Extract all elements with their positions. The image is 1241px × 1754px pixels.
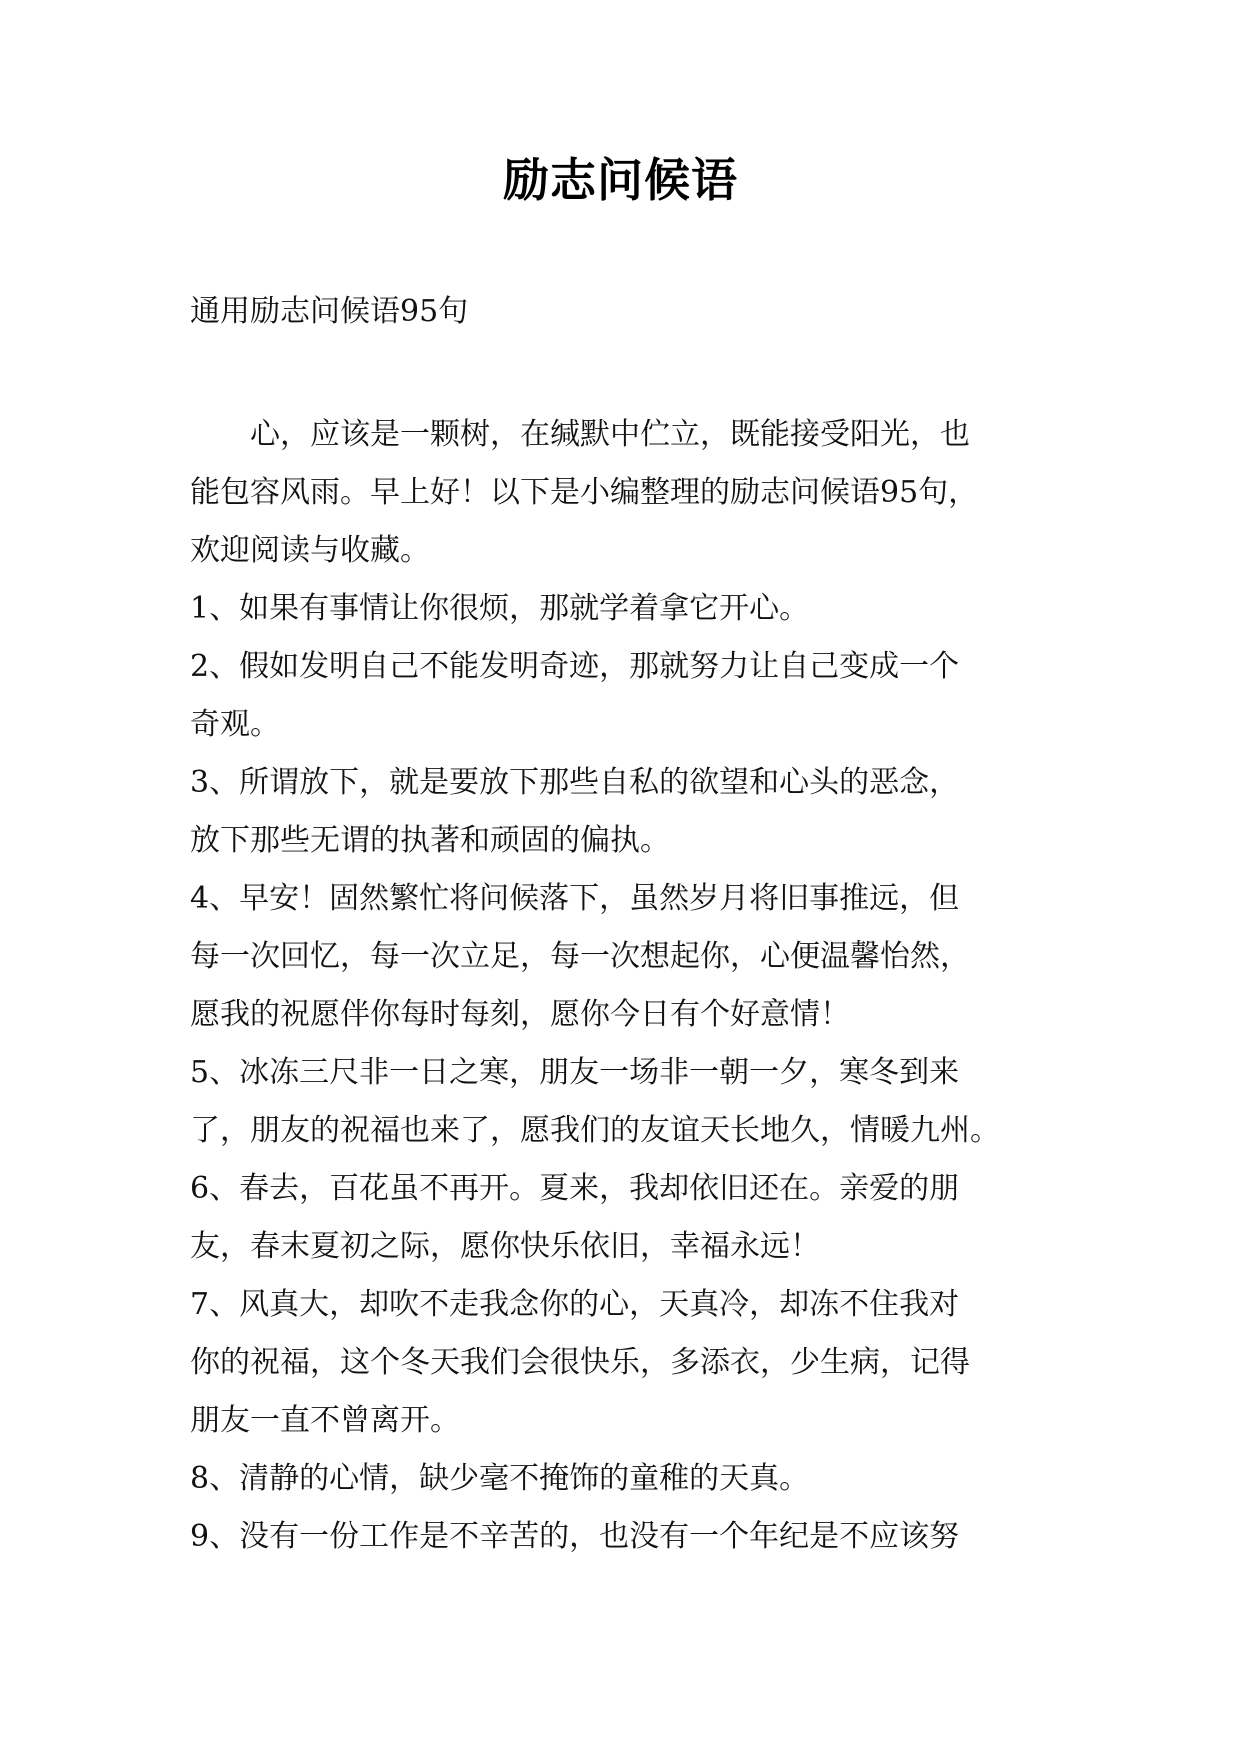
body-line: 愿我的祝愿伴你每时每刻，愿你今日有个好意情！: [190, 997, 850, 1032]
body-line: 你的祝福，这个冬天我们会很快乐，多添衣，少生病，记得: [190, 1345, 970, 1380]
body-line: 欢迎阅读与收藏。: [190, 533, 430, 568]
body-line: 每一次回忆，每一次立足，每一次想起你，心便温馨怡然，: [190, 939, 970, 974]
body-line: 7、风真大，却吹不走我念你的心，天真冷，却冻不住我对: [190, 1287, 960, 1322]
body-line: 3、所谓放下，就是要放下那些自私的欲望和心头的恶念，: [190, 765, 960, 800]
body-line: 友，春末夏初之际，愿你快乐依旧，幸福永远！: [190, 1229, 820, 1264]
body-line: 1、如果有事情让你很烦，那就学着拿它开心。: [190, 591, 810, 626]
document-body: [190, 406, 1062, 1566]
document-title: 励志问候语: [503, 153, 738, 207]
body-line: 8、清静的心情，缺少毫不掩饰的童稚的天真。: [190, 1461, 810, 1496]
body-line: 9、没有一份工作是不辛苦的，也没有一个年纪是不应该努: [190, 1519, 960, 1554]
body-line: 2、假如发明自己不能发明奇迹，那就努力让自己变成一个: [190, 649, 960, 684]
body-line: 奇观。: [190, 707, 280, 742]
body-line: 心，应该是一颗树，在缄默中伫立，既能接受阳光，也: [190, 417, 970, 452]
body-line: 了，朋友的祝福也来了，愿我们的友谊天长地久，情暖九州。: [190, 1113, 1000, 1148]
body-line: 6、春去，百花虽不再开。夏来，我却依旧还在。亲爱的朋: [190, 1171, 960, 1206]
body-line: 能包容风雨。早上好！以下是小编整理的励志问候语95句，: [190, 475, 979, 510]
body-line: 放下那些无谓的执著和顽固的偏执。: [190, 823, 670, 858]
body-line: 4、早安！固然繁忙将问候落下，虽然岁月将旧事推远，但: [190, 881, 960, 916]
body-line: 5、冰冻三尺非一日之寒，朋友一场非一朝一夕，寒冬到来: [190, 1055, 960, 1090]
document-subtitle: 通用励志问候语95句: [190, 294, 469, 329]
body-line: 朋友一直不曾离开。: [190, 1403, 460, 1438]
